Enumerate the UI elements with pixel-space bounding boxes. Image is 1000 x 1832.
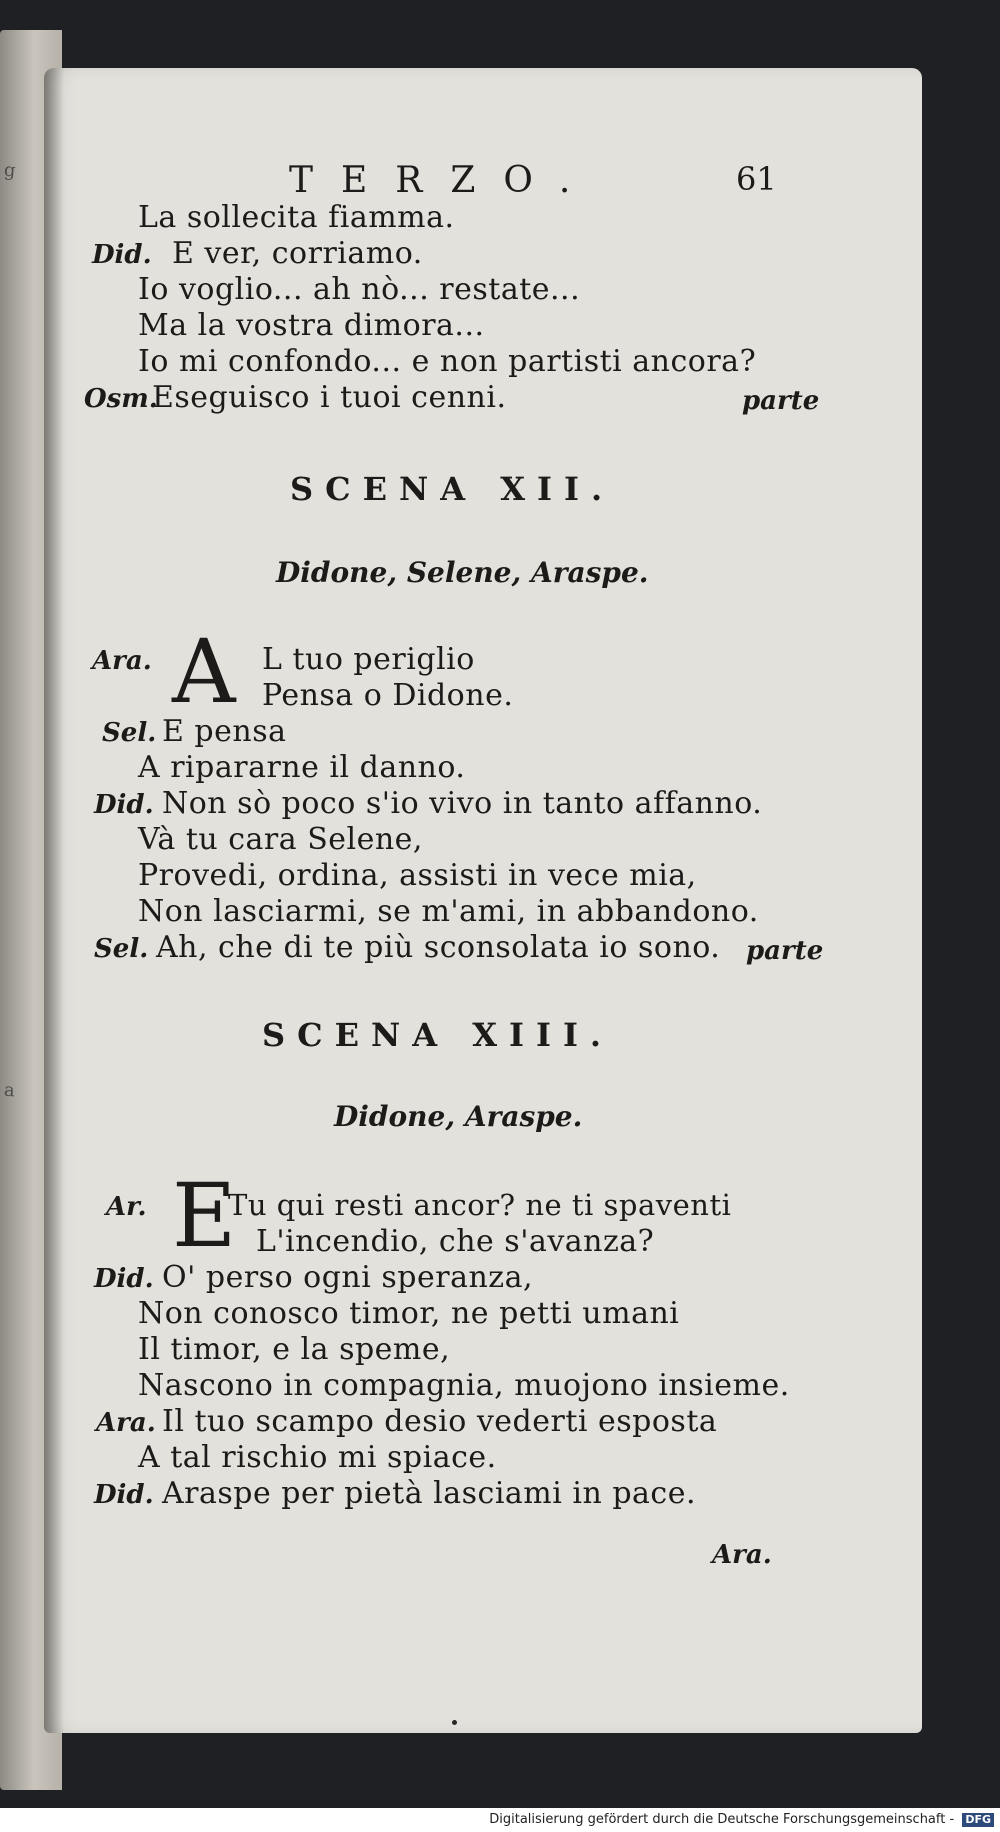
- scene-cast: Didone, Selene, Araspe.: [276, 556, 649, 589]
- verse-line: Và tu cara Selene,: [138, 822, 423, 857]
- speaker-label: Did.: [94, 1480, 154, 1510]
- verse-line: L tuo periglio: [262, 642, 475, 677]
- stage-direction: parte: [746, 936, 824, 966]
- verse-line: La sollecita fiamma.: [138, 200, 455, 235]
- verse-line: Il timor, e la speme,: [138, 1332, 451, 1367]
- speaker-label: Osm.: [84, 384, 158, 414]
- speaker-label: Sel.: [94, 934, 149, 964]
- speaker-label: Ara.: [96, 1408, 156, 1438]
- scene-cast: Didone, Araspe.: [334, 1100, 583, 1133]
- verse-line: Araspe per pietà lasciami in pace.: [162, 1476, 697, 1511]
- speaker-label: Did.: [92, 240, 152, 270]
- book-page: [44, 68, 922, 1733]
- facing-page-fragment: g: [3, 159, 17, 182]
- verse-line: Non conosco timor, ne petti umani: [138, 1296, 680, 1331]
- verse-line: Ma la vostra dimora...: [138, 308, 485, 343]
- verse-line: Tu qui resti ancor? ne ti spaventi: [228, 1188, 732, 1222]
- verse-line: Provedi, ordina, assisti in vece mia,: [138, 858, 697, 893]
- verse-line: L'incendio, che s'avanza?: [256, 1224, 655, 1259]
- verse-line: Io mi confondo... e non partisti ancora?: [138, 344, 757, 379]
- verse-line: Il tuo scampo desio vederti esposta: [162, 1404, 718, 1439]
- verse-line: E pensa: [162, 714, 287, 749]
- verse-line: Non lasciarmi, se m'ami, in abbandono.: [138, 894, 759, 929]
- scene-heading: SCENA XIII.: [262, 1016, 614, 1054]
- verse-line: A tal rischio mi spiace.: [138, 1440, 497, 1475]
- facing-page-fragment: a: [3, 1079, 16, 1102]
- page-gutter-shadow: [44, 68, 64, 1733]
- stage-direction: parte: [742, 386, 820, 416]
- page-number: 61: [736, 160, 777, 198]
- digitization-footer: [0, 1808, 1000, 1832]
- verse-line: Pensa o Didone.: [262, 678, 514, 713]
- page-speck: [452, 1720, 457, 1725]
- verse-line: Ah, che di te più sconsolata io sono.: [156, 930, 721, 965]
- drop-initial: E: [172, 1164, 237, 1267]
- verse-line: O' perso ogni speranza,: [162, 1260, 534, 1295]
- speaker-label: Sel.: [102, 718, 157, 748]
- speaker-label: Ara.: [92, 646, 152, 676]
- catchword: Ara.: [712, 1540, 772, 1570]
- verse-line: A ripararne il danno.: [138, 750, 466, 785]
- verse-line: Nascono in compagnia, muojono insieme.: [138, 1368, 790, 1403]
- speaker-label: Did.: [94, 1264, 154, 1294]
- running-head: TERZO.: [289, 160, 599, 201]
- verse-line: E ver, corriamo.: [172, 236, 423, 271]
- verse-line: Io voglio... ah nò... restate...: [138, 272, 581, 307]
- speaker-label: Did.: [94, 790, 154, 820]
- verse-line: Eseguisco i tuoi cenni.: [152, 380, 507, 415]
- speaker-label: Ar.: [106, 1192, 147, 1222]
- verse-line: Non sò poco s'io vivo in tanto affanno.: [162, 786, 763, 821]
- drop-initial: A: [172, 620, 236, 723]
- scene-heading: SCENA XII.: [290, 470, 615, 508]
- dfg-logo: DFG: [962, 1813, 994, 1827]
- footer-credit: Digitalisierung gefördert durch die Deutsche Forschungsgemeinschaft -: [489, 1812, 955, 1827]
